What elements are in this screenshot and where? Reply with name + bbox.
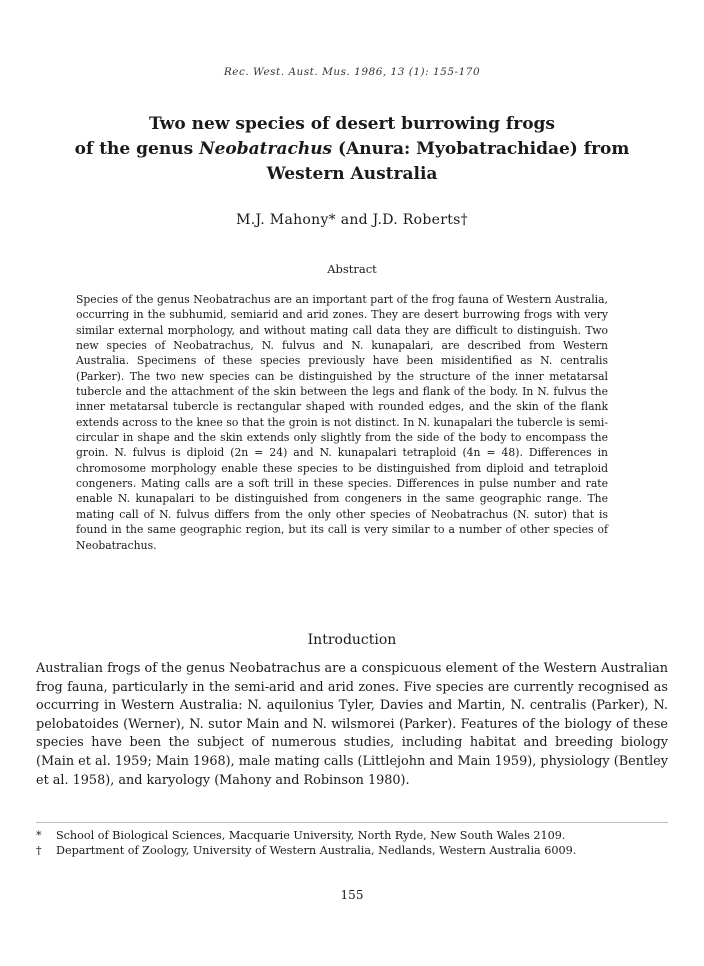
introduction-heading: Introduction bbox=[307, 632, 397, 648]
article-title bbox=[60, 112, 644, 187]
title-genus: Neobatrachus bbox=[199, 139, 333, 159]
title-line-3: Western Australia bbox=[266, 164, 438, 184]
footnote-2-text: Department of Zoology, University of Western Australia, Nedlands, Western Australia 6009. bbox=[56, 844, 577, 857]
abstract-body: Species of the genus Neobatrachus are an important part of the frog fauna of Western Australia, occurring in the subhumid, semiarid and arid zones. They are desert burrowing frogs with very similar external morphology, and without mating call data they are difficult to distinguish. Two new species of Neobatrachus, N. fulvus and N. kunapalari, are described from Western Australia. Specimens of these species previously have been misidentified as N. centralis (Parker). The two new species can be distinguished by the structure of the inner metatarsal tubercle and the attachment of the skin between the legs and flank of the body. In N. fulvus the inner metatarsal tubercle is rectangular shaped with rounded edges, and the skin of the flank extends across to the knee so that the groin is not distinct. In N. kunapalari the tubercle is semi-circular in shape and the skin extends only slightly from the side of the body to encompass the groin. N. fulvus is diploid (2n = 24) and N. kunapalari tetraploid (4n = 48). Differences in chromosome morphology enable these species to be distinguished from diploid and tetraploid congeners. Mating calls are a soft trill in these species. Differences in pulse number and rate enable N. kunapalari to be distinguished from congeners in the same geographic range. The mating call of N. fulvus differs from the only other species of Neobatrachus (N. sutor) that is found in the same geographic region, but its call is very similar to a number of other species of Neobatrachus. bbox=[76, 293, 608, 552]
footnotes bbox=[36, 828, 668, 858]
page-number: 155 bbox=[340, 888, 364, 902]
footnote-divider bbox=[36, 822, 668, 823]
title-line-2-suffix: (Anura: Myobatrachidae) from bbox=[332, 139, 630, 159]
author-list: M.J. Mahony* and J.D. Roberts† bbox=[236, 212, 468, 228]
footnote-1-mark: * bbox=[36, 829, 42, 842]
introduction-body: Australian frogs of the genus Neobatrachus are a conspicuous element of the Western Australian frog fauna, particularly in the semi-arid and arid zones. Five species are currently recognised as occurring in Western Australia: N. aquilonius Tyler, Davies and Martin, N. centralis (Parker), N. pelobatoides (Werner), N. sutor Main and N. wilsmorei (Parker). Features of the biology of these species have been the subject of numerous studies, including habitat and breeding biology (Main et al. 1959; Main 1968), male mating calls (Littlejohn and Main 1959), physiology (Bentley et al. 1958), and karyology (Mahony and Robinson 1980). bbox=[36, 661, 668, 788]
title-line-2-prefix: of the genus bbox=[74, 139, 200, 159]
title-line-2 bbox=[60, 137, 644, 162]
title-line-1: Two new species of desert burrowing frogs bbox=[149, 114, 555, 134]
footnote-2 bbox=[36, 843, 668, 858]
journal-citation: Rec. West. Aust. Mus. 1986, 13 (1): 155-170 bbox=[223, 66, 481, 78]
footnote-1-text: School of Biological Sciences, Macquarie University, North Ryde, New South Wales 2109. bbox=[56, 829, 566, 842]
abstract-heading: Abstract bbox=[327, 262, 377, 276]
footnote-2-mark: † bbox=[36, 844, 42, 857]
footnote-1 bbox=[36, 828, 668, 843]
